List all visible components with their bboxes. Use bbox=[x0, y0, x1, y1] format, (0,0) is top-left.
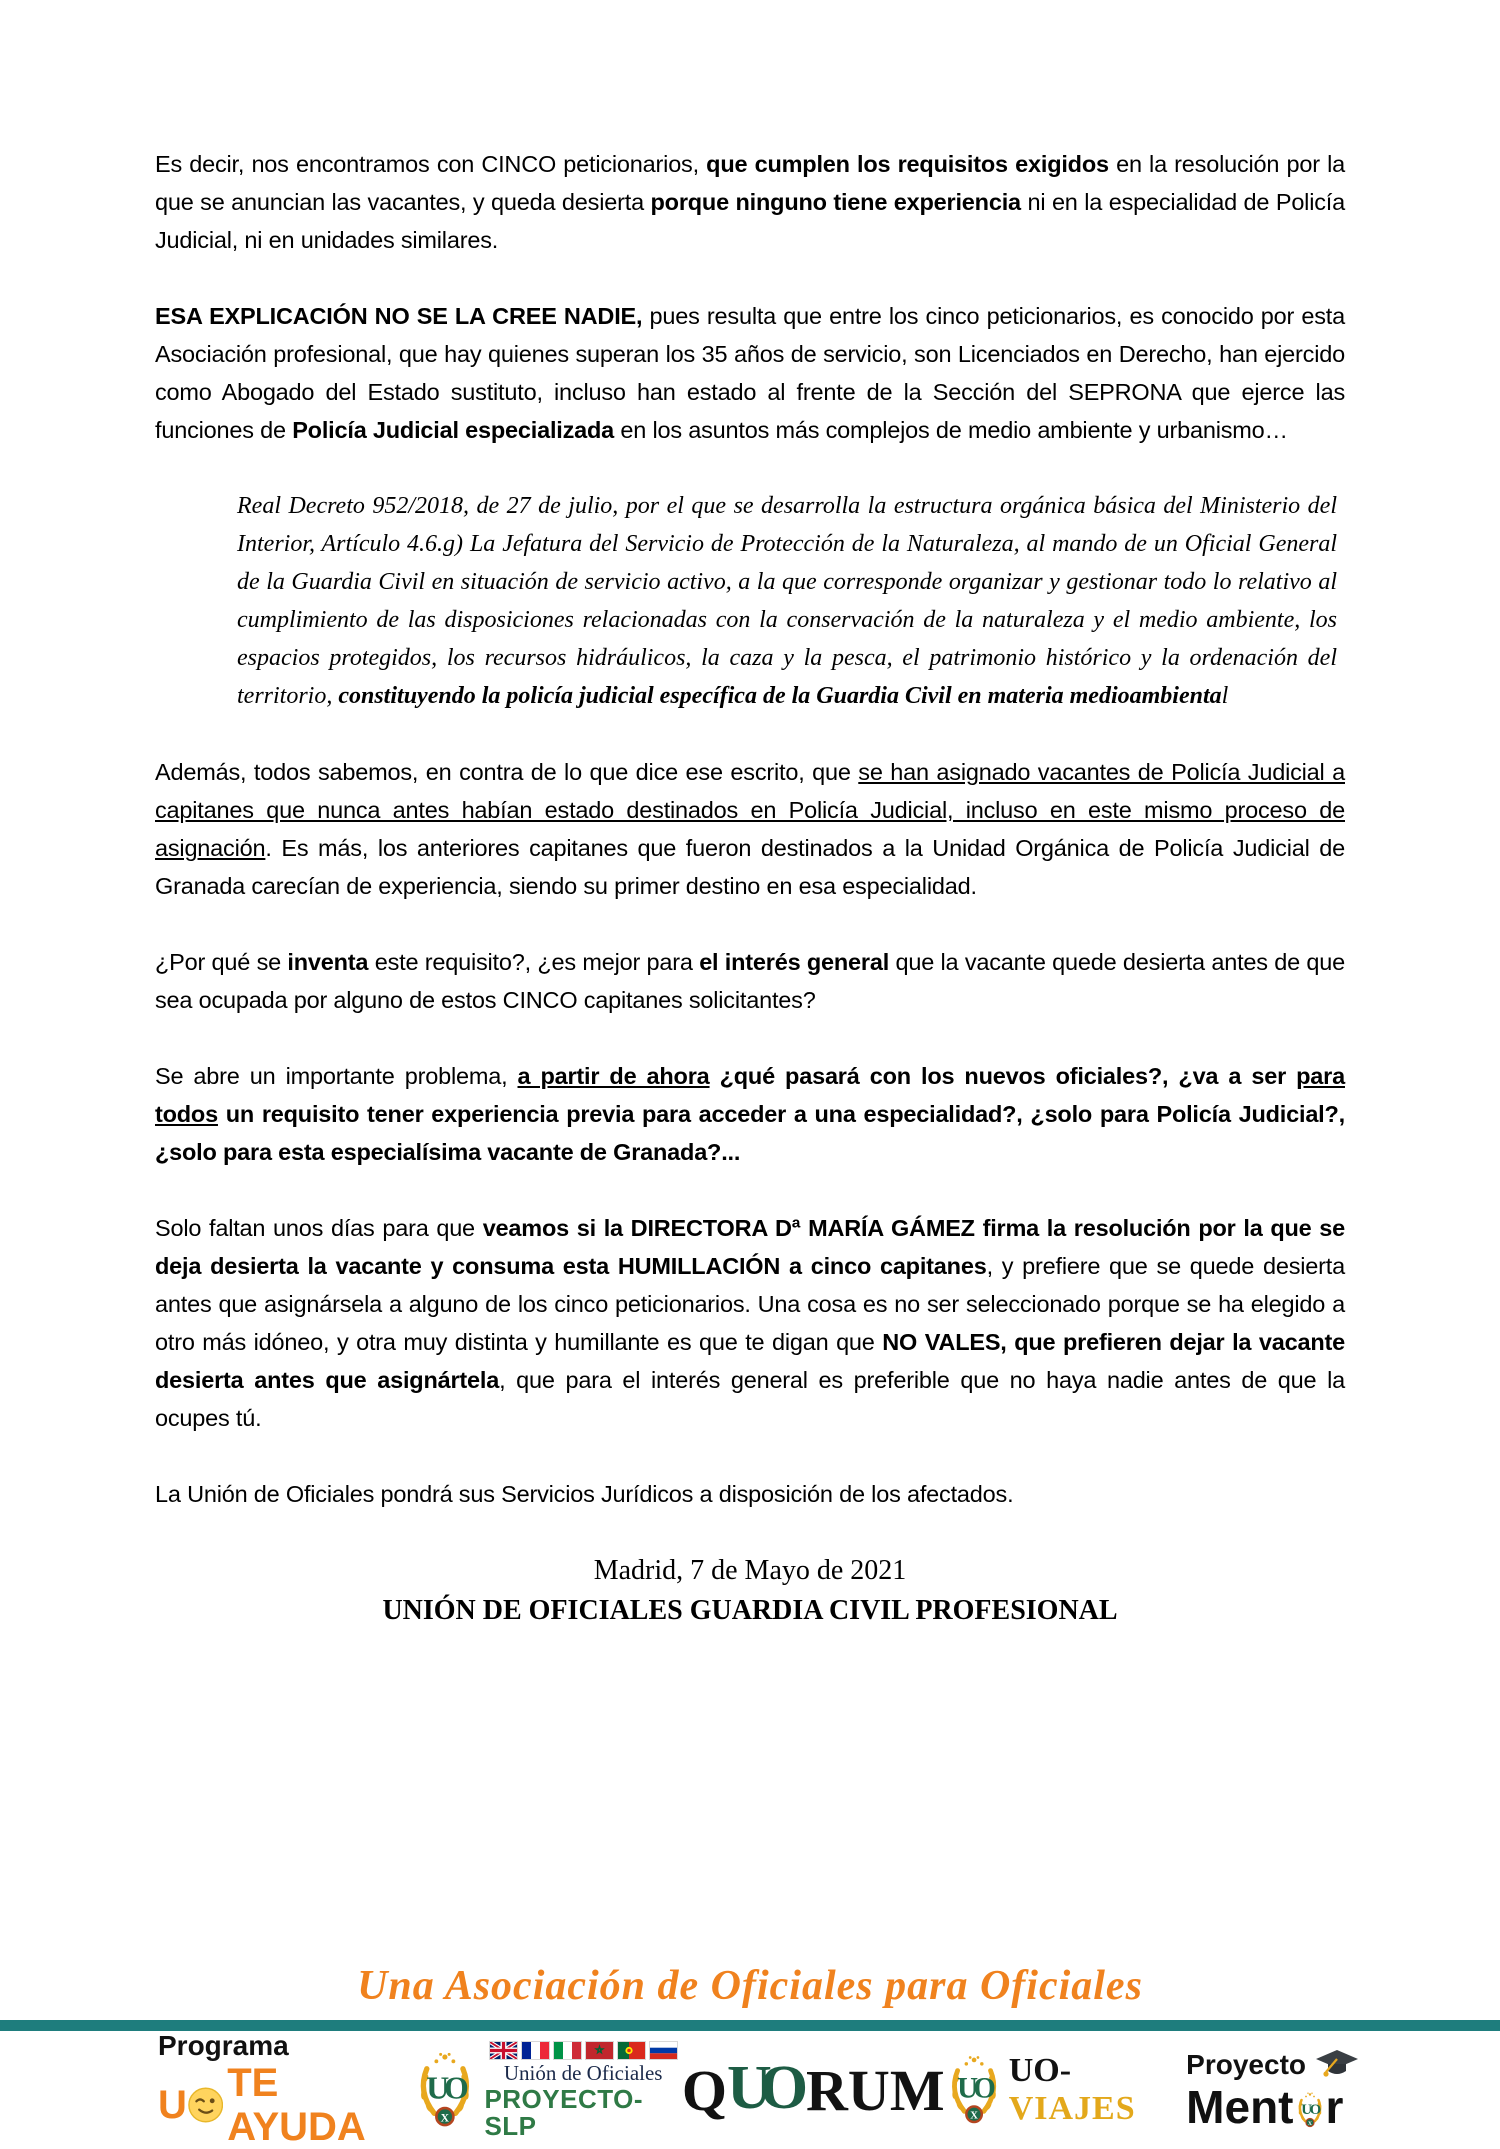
logo-proyecto-mentor bbox=[1186, 2048, 1360, 2132]
proyecto-label: Proyecto bbox=[1186, 2049, 1306, 2080]
uo-laurel-icon bbox=[413, 2049, 477, 2131]
flags-row bbox=[489, 2041, 678, 2060]
organization-line: UNIÓN DE OFICIALES GUARDIA CIVIL PROFESIONAL bbox=[382, 1595, 1118, 1626]
paragraph: Solo faltan unos días para que veamos si la DIRECTORA Dª MARÍA GÁMEZ firma la resolución por la que se deja desierta la vacante y consuma esta HUMILLACIÓN a cinco capitanes, y prefiere que se quede desierta antes que asignársela a alguno de los cinco peticionarios. Una cosa es no ser seleccionado porque se ha elegido a otro más idóneo, y otra muy distinta y humillante es que te digan que NO VALES, que prefieren dejar la vacante desierta antes que asignártela, que para el interés general es preferible que no haya nadie antes de que la ocupes tú. bbox=[155, 1215, 1345, 1431]
flag-morocco-icon bbox=[585, 2041, 614, 2060]
flag-italy-icon bbox=[553, 2041, 582, 2060]
paragraph: Es decir, nos encontramos con CINCO peticionarios, que cumplen los requisitos exigidos en la resolución por la que se anuncian las vacantes, y queda desierta porque ninguno tiene experiencia ni en la especialidad de Policía Judicial, ni en unidades similares. bbox=[155, 151, 1345, 253]
uo-te-ayuda-label bbox=[158, 2061, 413, 2149]
graduation-cap-icon bbox=[1314, 2048, 1360, 2082]
viajes-label: VIAJES bbox=[1008, 2090, 1136, 2127]
quorum-q: Q bbox=[681, 2057, 728, 2123]
paragraph: Se abre un importante problema, a partir de ahora ¿qué pasará con los nuevos oficiales?, ¿va a ser para todos un requisito tener experiencia previa para acceder a una especialidad?, ¿solo para Policía Judicial?, ¿solo para esta especialísima vacante de Granada?... bbox=[155, 1063, 1345, 1165]
uo-viajes-prefix: UO- bbox=[1008, 2052, 1072, 2089]
flag-uk-icon bbox=[489, 2041, 518, 2060]
uo-laurel-icon bbox=[945, 2053, 1003, 2127]
association-tagline: Una Asociación de Oficiales para Oficiales bbox=[357, 1963, 1143, 2009]
paragraph: ESA EXPLICACIÓN NO SE LA CREE NADIE, pues resulta que entre los cinco peticionarios, es conocido por esta Asociación profesional, que hay quienes superan los 35 años de servicio, son Licenciados en Derecho, han ejercido como Abogado del Estado sustituto, incluso han estado al frente de la Sección del SEPRONA que ejerce las funciones de Policía Judicial especializada en los asuntos más complejos de medio ambiente y urbanismo… bbox=[155, 303, 1345, 443]
proyecto-slp-label: PROYECTO-SLP bbox=[484, 2083, 644, 2141]
te-ayuda-label: TE AYUDA bbox=[227, 2061, 366, 2149]
date-line: Madrid, 7 de Mayo de 2021 bbox=[593, 1555, 907, 1586]
footer-logos bbox=[158, 2030, 1360, 2149]
wink-smiley-icon bbox=[188, 2086, 223, 2124]
mentor-start: Ment bbox=[1186, 2081, 1294, 2133]
block-quote: Real Decreto 952/2018, de 27 de julio, por el que se desarrolla la estructura orgánica básica del Ministerio del Interior, Artículo 4.6.g) La Jefatura del Servicio de Protección de la Naturaleza, al mando de un Oficial General de la Guardia Civil en situación de servicio activo, a la que corresponde organizar y gestionar todo lo relativo al cumplimiento de las disposiciones relacionadas con la conservación de la naturaleza y el medio ambiente, los espacios protegidos, los recursos hidráulicos, la caza y la pesca, el patrimonio histórico y la ordenación del territorio, constituyendo la policía judicial específica de la Guardia Civil en materia medioambiental bbox=[237, 493, 1337, 709]
flag-portugal-icon bbox=[617, 2041, 646, 2060]
paragraph: La Unión de Oficiales pondrá sus Servicios Jurídicos a disposición de los afectados. bbox=[155, 1481, 1014, 1507]
paragraph: ¿Por qué se inventa este requisito?, ¿es mejor para el interés general que la vacante quede desierta antes de que sea ocupada por alguno de estos CINCO capitanes solicitantes? bbox=[155, 949, 1345, 1013]
logo-uo-te-ayuda bbox=[158, 2031, 413, 2149]
mentor-label bbox=[1186, 2082, 1343, 2132]
paragraph: Además, todos sabemos, en contra de lo que dice ese escrito, que se han asignado vacantes de Policía Judicial a capitanes que nunca antes habían estado destinados en Policía Judicial, incluso en este mismo proceso de asignación. Es más, los anteriores capitanes que fueron destinados a la Unidad Orgánica de Policía Judicial de Granada carecían de experiencia, siendo su primer destino en esa especialidad. bbox=[155, 759, 1345, 899]
document-body bbox=[155, 145, 1345, 1513]
union-oficiales-label: Unión de Oficiales bbox=[503, 2060, 663, 2085]
logo-proyecto-slp bbox=[413, 2041, 682, 2140]
logo-quorum bbox=[682, 2055, 945, 2126]
quorum-rum: RUM bbox=[806, 2057, 945, 2123]
logo-uo-viajes bbox=[945, 2052, 1187, 2128]
signoff-block bbox=[155, 1551, 1345, 1631]
programa-label: Programa bbox=[158, 2030, 289, 2061]
mentor-end: r bbox=[1325, 2081, 1344, 2133]
flag-france-icon bbox=[521, 2041, 550, 2060]
uo-laurel-icon bbox=[1295, 2092, 1325, 2128]
quorum-uo-monogram: UO bbox=[727, 2053, 797, 2122]
flag-russia-icon bbox=[649, 2041, 678, 2060]
uo-letter: U bbox=[158, 2083, 187, 2127]
